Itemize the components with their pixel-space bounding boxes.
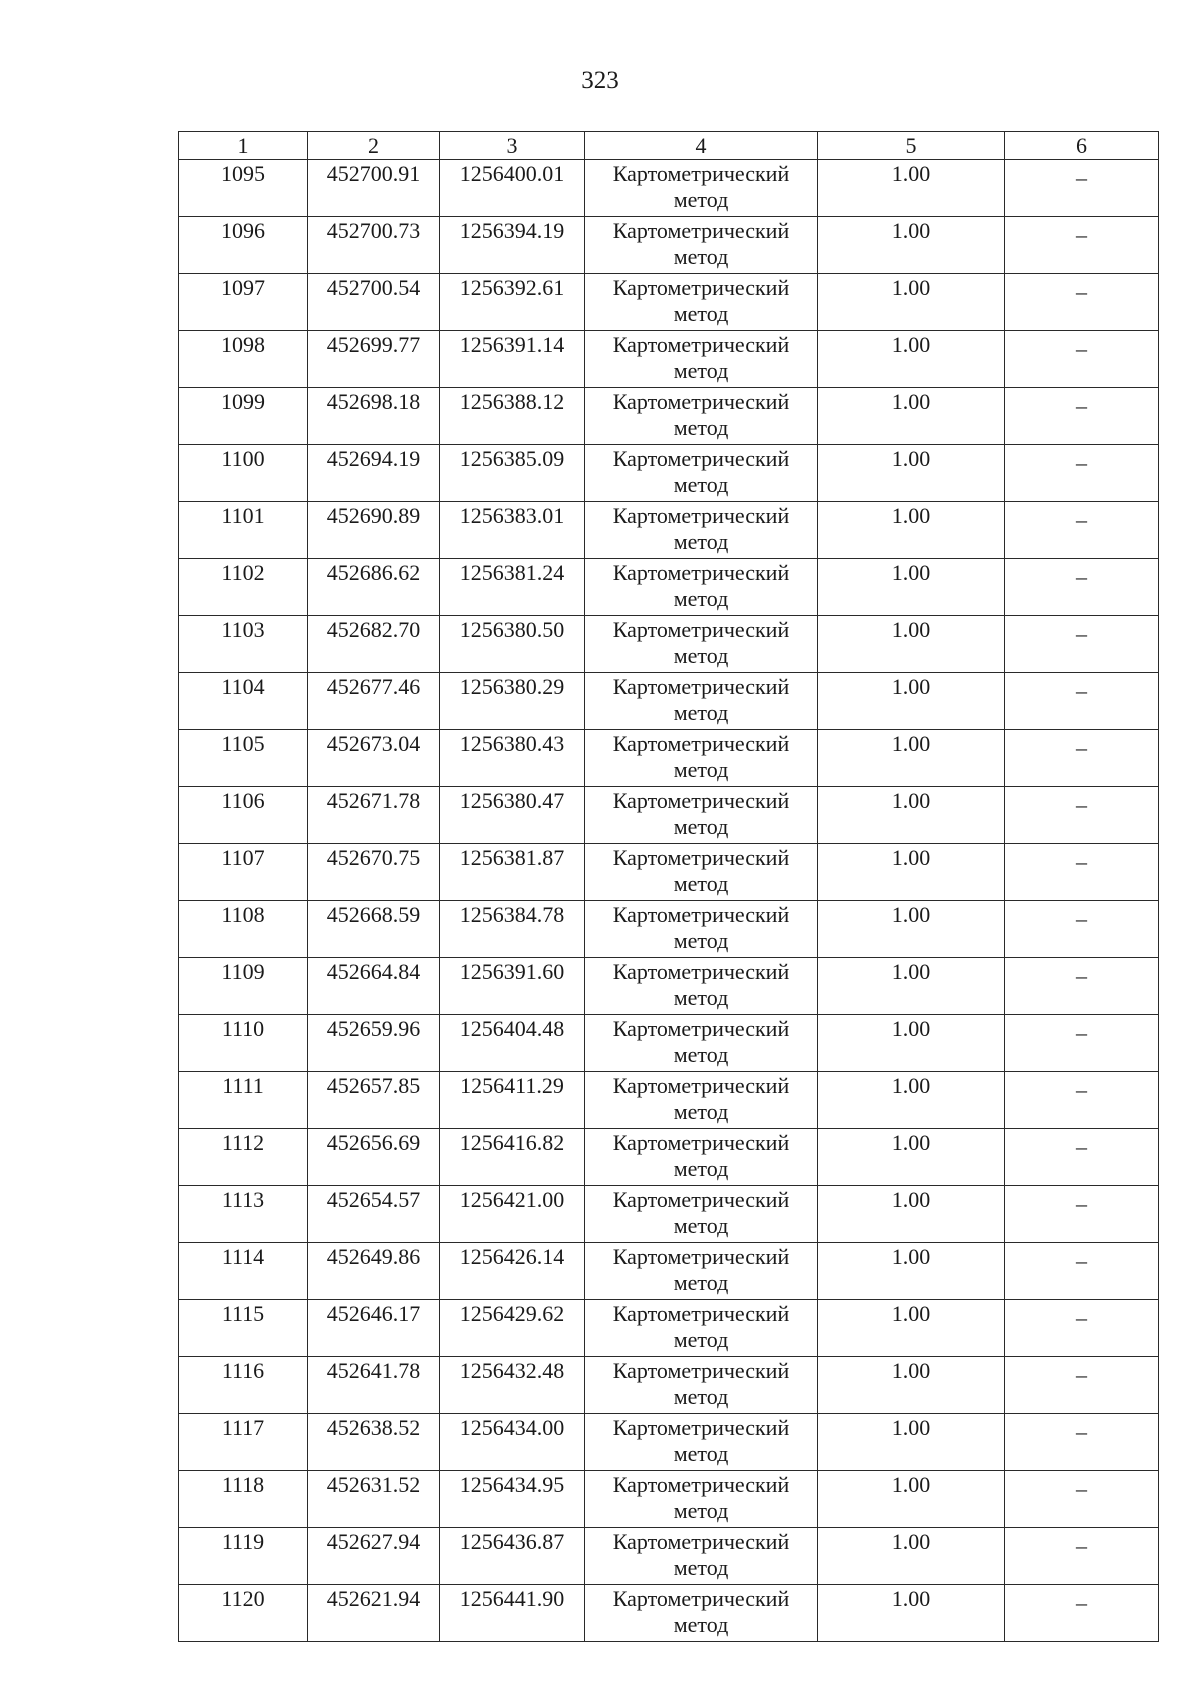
- table-row: [179, 1414, 1159, 1471]
- note-cell: [1005, 274, 1159, 331]
- point-number-cell: 1101: [179, 502, 308, 559]
- y-coordinate-cell: 1256391.14: [440, 331, 585, 388]
- y-coordinate-cell: 1256380.47: [440, 787, 585, 844]
- accuracy-cell: 1.00: [818, 388, 1005, 445]
- x-coordinate-cell: 452659.96: [308, 1015, 440, 1072]
- y-coordinate-cell: 1256400.01: [440, 160, 585, 217]
- point-number-cell: 1120: [179, 1585, 308, 1642]
- note-value: –: [1076, 1419, 1087, 1444]
- note-cell: [1005, 1528, 1159, 1585]
- point-number-cell: 1103: [179, 616, 308, 673]
- accuracy-cell: 1.00: [818, 673, 1005, 730]
- y-coordinate-cell: 1256388.12: [440, 388, 585, 445]
- note-cell: [1005, 1414, 1159, 1471]
- x-coordinate-cell: 452621.94: [308, 1585, 440, 1642]
- x-coordinate-cell: 452671.78: [308, 787, 440, 844]
- header-col-1: 1: [179, 132, 308, 160]
- note-cell: [1005, 160, 1159, 217]
- x-coordinate-cell: 452677.46: [308, 673, 440, 730]
- accuracy-cell: 1.00: [818, 445, 1005, 502]
- point-number-cell: 1119: [179, 1528, 308, 1585]
- header-col-4: 4: [585, 132, 818, 160]
- x-coordinate-cell: 452668.59: [308, 901, 440, 958]
- note-value: –: [1076, 1476, 1087, 1501]
- x-coordinate-cell: 452682.70: [308, 616, 440, 673]
- accuracy-cell: 1.00: [818, 1072, 1005, 1129]
- header-col-6: 6: [1005, 132, 1159, 160]
- header-row: [179, 132, 1159, 160]
- point-number-cell: 1108: [179, 901, 308, 958]
- x-coordinate-cell: 452657.85: [308, 1072, 440, 1129]
- point-number-cell: 1113: [179, 1186, 308, 1243]
- note-cell: [1005, 1243, 1159, 1300]
- x-coordinate-cell: 452686.62: [308, 559, 440, 616]
- method-cell: Картометрический метод: [585, 1129, 818, 1186]
- accuracy-cell: 1.00: [818, 730, 1005, 787]
- method-cell: Картометрический метод: [585, 1243, 818, 1300]
- note-value: –: [1076, 963, 1087, 988]
- note-value: –: [1076, 564, 1087, 589]
- note-cell: [1005, 331, 1159, 388]
- method-cell: Картометрический метод: [585, 1471, 818, 1528]
- y-coordinate-cell: 1256380.29: [440, 673, 585, 730]
- x-coordinate-cell: 452700.54: [308, 274, 440, 331]
- note-cell: [1005, 1015, 1159, 1072]
- point-number-cell: 1104: [179, 673, 308, 730]
- y-coordinate-cell: 1256391.60: [440, 958, 585, 1015]
- y-coordinate-cell: 1256404.48: [440, 1015, 585, 1072]
- accuracy-cell: 1.00: [818, 1528, 1005, 1585]
- point-number-cell: 1099: [179, 388, 308, 445]
- accuracy-cell: 1.00: [818, 1129, 1005, 1186]
- x-coordinate-cell: 452646.17: [308, 1300, 440, 1357]
- note-value: –: [1076, 678, 1087, 703]
- accuracy-cell: 1.00: [818, 274, 1005, 331]
- x-coordinate-cell: 452627.94: [308, 1528, 440, 1585]
- x-coordinate-cell: 452673.04: [308, 730, 440, 787]
- accuracy-cell: 1.00: [818, 1243, 1005, 1300]
- point-number-cell: 1112: [179, 1129, 308, 1186]
- point-number-cell: 1116: [179, 1357, 308, 1414]
- table-row: [179, 1186, 1159, 1243]
- table-row: [179, 1357, 1159, 1414]
- method-cell: Картометрический метод: [585, 160, 818, 217]
- x-coordinate-cell: 452638.52: [308, 1414, 440, 1471]
- table-row: [179, 616, 1159, 673]
- point-number-cell: 1098: [179, 331, 308, 388]
- table-row: [179, 1300, 1159, 1357]
- note-cell: [1005, 502, 1159, 559]
- accuracy-cell: 1.00: [818, 616, 1005, 673]
- point-number-cell: 1105: [179, 730, 308, 787]
- x-coordinate-cell: 452694.19: [308, 445, 440, 502]
- method-cell: Картометрический метод: [585, 1414, 818, 1471]
- x-coordinate-cell: 452664.84: [308, 958, 440, 1015]
- x-coordinate-cell: 452700.73: [308, 217, 440, 274]
- note-value: –: [1076, 735, 1087, 760]
- y-coordinate-cell: 1256432.48: [440, 1357, 585, 1414]
- x-coordinate-cell: 452654.57: [308, 1186, 440, 1243]
- accuracy-cell: 1.00: [818, 1357, 1005, 1414]
- note-value: –: [1076, 1191, 1087, 1216]
- y-coordinate-cell: 1256434.00: [440, 1414, 585, 1471]
- note-cell: [1005, 958, 1159, 1015]
- note-cell: [1005, 1129, 1159, 1186]
- method-cell: Картометрический метод: [585, 787, 818, 844]
- x-coordinate-cell: 452700.91: [308, 160, 440, 217]
- accuracy-cell: 1.00: [818, 1585, 1005, 1642]
- note-value: –: [1076, 1248, 1087, 1273]
- note-value: –: [1076, 621, 1087, 646]
- accuracy-cell: 1.00: [818, 844, 1005, 901]
- note-cell: [1005, 559, 1159, 616]
- table-header: [179, 132, 1159, 160]
- note-cell: [1005, 1471, 1159, 1528]
- table-body: [179, 160, 1159, 1642]
- method-cell: Картометрический метод: [585, 616, 818, 673]
- y-coordinate-cell: 1256383.01: [440, 502, 585, 559]
- point-number-cell: 1102: [179, 559, 308, 616]
- note-cell: [1005, 388, 1159, 445]
- method-cell: Картометрический метод: [585, 217, 818, 274]
- x-coordinate-cell: 452698.18: [308, 388, 440, 445]
- note-value: –: [1076, 1305, 1087, 1330]
- table-row: [179, 559, 1159, 616]
- table-row: [179, 1528, 1159, 1585]
- point-number-cell: 1115: [179, 1300, 308, 1357]
- y-coordinate-cell: 1256411.29: [440, 1072, 585, 1129]
- method-cell: Картометрический метод: [585, 844, 818, 901]
- note-cell: [1005, 217, 1159, 274]
- accuracy-cell: 1.00: [818, 787, 1005, 844]
- note-cell: [1005, 1357, 1159, 1414]
- note-value: –: [1076, 450, 1087, 475]
- note-cell: [1005, 787, 1159, 844]
- header-col-2: 2: [308, 132, 440, 160]
- x-coordinate-cell: 452641.78: [308, 1357, 440, 1414]
- table-row: [179, 844, 1159, 901]
- y-coordinate-cell: 1256381.24: [440, 559, 585, 616]
- note-value: –: [1076, 1533, 1087, 1558]
- y-coordinate-cell: 1256384.78: [440, 901, 585, 958]
- table-row: [179, 1585, 1159, 1642]
- point-number-cell: 1096: [179, 217, 308, 274]
- note-value: –: [1076, 792, 1087, 817]
- method-cell: Картометрический метод: [585, 1300, 818, 1357]
- note-cell: [1005, 901, 1159, 958]
- note-value: –: [1076, 1590, 1087, 1615]
- point-number-cell: 1100: [179, 445, 308, 502]
- table-row: [179, 1129, 1159, 1186]
- table-row: [179, 787, 1159, 844]
- note-cell: [1005, 1300, 1159, 1357]
- accuracy-cell: 1.00: [818, 1414, 1005, 1471]
- note-cell: [1005, 673, 1159, 730]
- accuracy-cell: 1.00: [818, 1471, 1005, 1528]
- accuracy-cell: 1.00: [818, 958, 1005, 1015]
- table-row: [179, 331, 1159, 388]
- method-cell: Картометрический метод: [585, 901, 818, 958]
- y-coordinate-cell: 1256381.87: [440, 844, 585, 901]
- note-cell: [1005, 1072, 1159, 1129]
- method-cell: Картометрический метод: [585, 1357, 818, 1414]
- table-row: [179, 388, 1159, 445]
- table-row: [179, 274, 1159, 331]
- accuracy-cell: 1.00: [818, 160, 1005, 217]
- accuracy-cell: 1.00: [818, 559, 1005, 616]
- table-row: [179, 673, 1159, 730]
- point-number-cell: 1114: [179, 1243, 308, 1300]
- table-row: [179, 1015, 1159, 1072]
- note-value: –: [1076, 222, 1087, 247]
- header-col-3: 3: [440, 132, 585, 160]
- table-row: [179, 160, 1159, 217]
- method-cell: Картометрический метод: [585, 274, 818, 331]
- y-coordinate-cell: 1256380.50: [440, 616, 585, 673]
- note-cell: [1005, 445, 1159, 502]
- note-value: –: [1076, 336, 1087, 361]
- page-number: 323: [581, 67, 619, 94]
- point-number-cell: 1111: [179, 1072, 308, 1129]
- note-cell: [1005, 616, 1159, 673]
- accuracy-cell: 1.00: [818, 901, 1005, 958]
- table-row: [179, 1072, 1159, 1129]
- method-cell: Картометрический метод: [585, 1585, 818, 1642]
- accuracy-cell: 1.00: [818, 331, 1005, 388]
- header-col-5: 5: [818, 132, 1005, 160]
- note-value: –: [1076, 1362, 1087, 1387]
- method-cell: Картометрический метод: [585, 502, 818, 559]
- note-value: –: [1076, 849, 1087, 874]
- note-value: –: [1076, 1020, 1087, 1045]
- note-value: –: [1076, 1134, 1087, 1159]
- y-coordinate-cell: 1256385.09: [440, 445, 585, 502]
- method-cell: Картометрический метод: [585, 559, 818, 616]
- table-row: [179, 445, 1159, 502]
- method-cell: Картометрический метод: [585, 1015, 818, 1072]
- method-cell: Картометрический метод: [585, 730, 818, 787]
- x-coordinate-cell: 452690.89: [308, 502, 440, 559]
- point-number-cell: 1110: [179, 1015, 308, 1072]
- x-coordinate-cell: 452656.69: [308, 1129, 440, 1186]
- note-value: –: [1076, 393, 1087, 418]
- method-cell: Картометрический метод: [585, 445, 818, 502]
- table-row: [179, 1471, 1159, 1528]
- table-row: [179, 502, 1159, 559]
- accuracy-cell: 1.00: [818, 217, 1005, 274]
- y-coordinate-cell: 1256436.87: [440, 1528, 585, 1585]
- note-cell: [1005, 730, 1159, 787]
- method-cell: Картометрический метод: [585, 1072, 818, 1129]
- point-number-cell: 1095: [179, 160, 308, 217]
- method-cell: Картометрический метод: [585, 1186, 818, 1243]
- y-coordinate-cell: 1256441.90: [440, 1585, 585, 1642]
- point-number-cell: 1097: [179, 274, 308, 331]
- accuracy-cell: 1.00: [818, 1186, 1005, 1243]
- table-row: [179, 958, 1159, 1015]
- x-coordinate-cell: 452631.52: [308, 1471, 440, 1528]
- y-coordinate-cell: 1256421.00: [440, 1186, 585, 1243]
- method-cell: Картометрический метод: [585, 673, 818, 730]
- accuracy-cell: 1.00: [818, 1300, 1005, 1357]
- x-coordinate-cell: 452699.77: [308, 331, 440, 388]
- note-value: –: [1076, 165, 1087, 190]
- point-number-cell: 1109: [179, 958, 308, 1015]
- coordinates-table: [178, 131, 1159, 1642]
- accuracy-cell: 1.00: [818, 1015, 1005, 1072]
- table-row: [179, 901, 1159, 958]
- x-coordinate-cell: 452670.75: [308, 844, 440, 901]
- y-coordinate-cell: 1256392.61: [440, 274, 585, 331]
- note-value: –: [1076, 1077, 1087, 1102]
- method-cell: Картометрический метод: [585, 331, 818, 388]
- note-value: –: [1076, 279, 1087, 304]
- point-number-cell: 1106: [179, 787, 308, 844]
- point-number-cell: 1118: [179, 1471, 308, 1528]
- x-coordinate-cell: 452649.86: [308, 1243, 440, 1300]
- method-cell: Картометрический метод: [585, 1528, 818, 1585]
- note-value: –: [1076, 507, 1087, 532]
- y-coordinate-cell: 1256416.82: [440, 1129, 585, 1186]
- y-coordinate-cell: 1256380.43: [440, 730, 585, 787]
- point-number-cell: 1117: [179, 1414, 308, 1471]
- note-cell: [1005, 844, 1159, 901]
- table-row: [179, 730, 1159, 787]
- note-value: –: [1076, 906, 1087, 931]
- method-cell: Картометрический метод: [585, 958, 818, 1015]
- y-coordinate-cell: 1256394.19: [440, 217, 585, 274]
- note-cell: [1005, 1585, 1159, 1642]
- point-number-cell: 1107: [179, 844, 308, 901]
- y-coordinate-cell: 1256429.62: [440, 1300, 585, 1357]
- accuracy-cell: 1.00: [818, 502, 1005, 559]
- table-row: [179, 217, 1159, 274]
- y-coordinate-cell: 1256426.14: [440, 1243, 585, 1300]
- table-row: [179, 1243, 1159, 1300]
- note-cell: [1005, 1186, 1159, 1243]
- y-coordinate-cell: 1256434.95: [440, 1471, 585, 1528]
- method-cell: Картометрический метод: [585, 388, 818, 445]
